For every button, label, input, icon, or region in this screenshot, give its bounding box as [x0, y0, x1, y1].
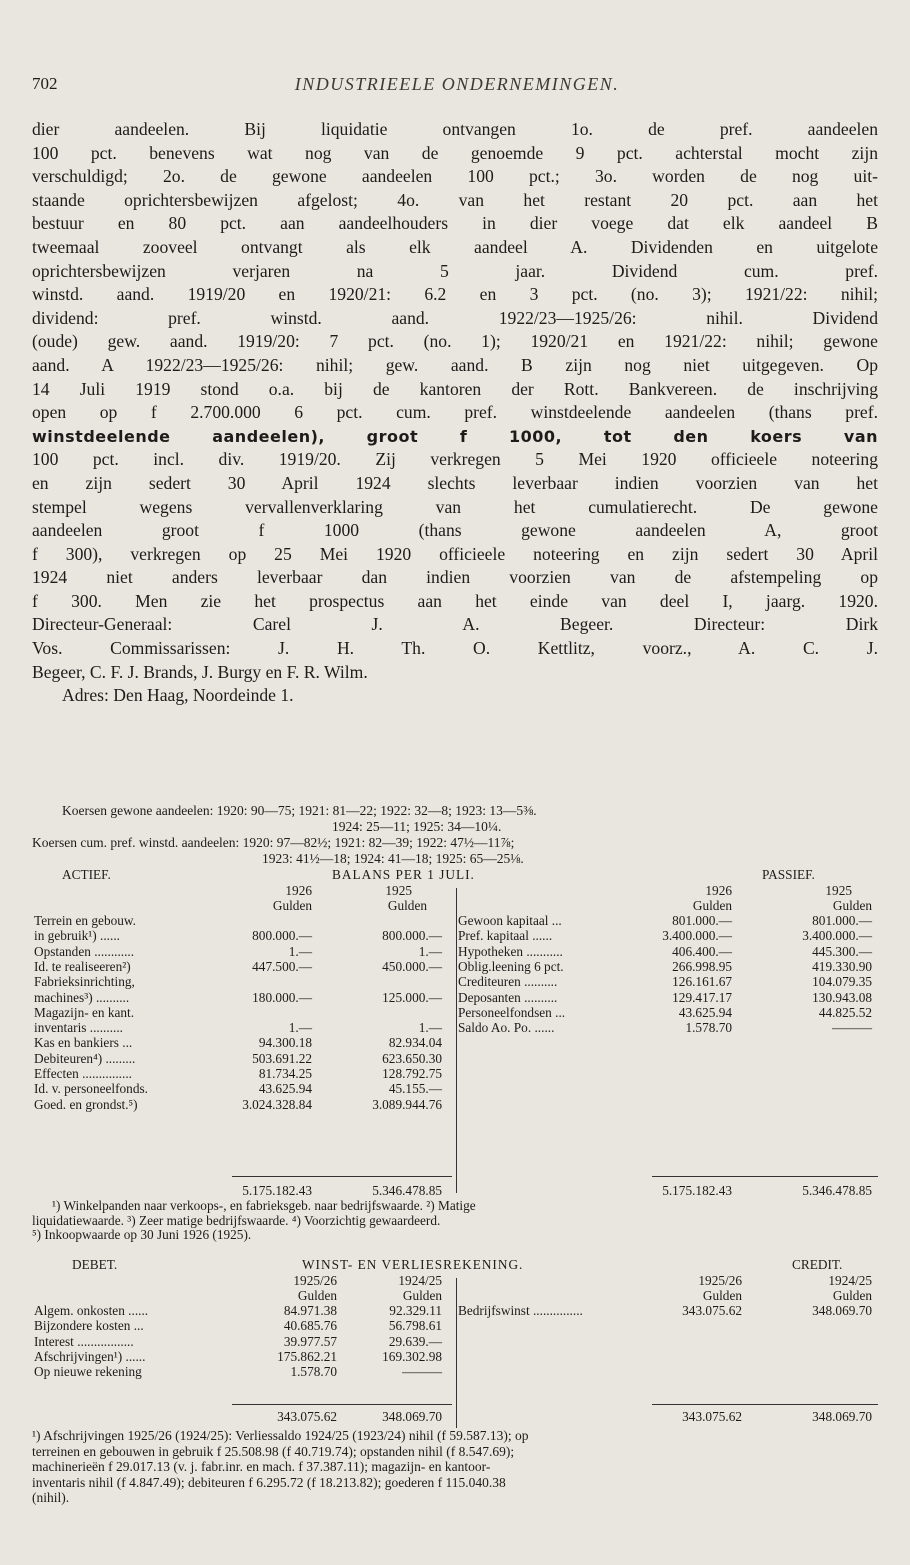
row-value-previous: 130.943.08: [812, 989, 872, 1005]
koersen-line: 1923: 41½—18; 1924: 41—18; 1925: 65—25⅛.: [262, 851, 524, 866]
table-row: [456, 945, 878, 960]
running-title: INDUSTRIEELE ONDERNEMINGEN.: [294, 74, 620, 94]
row-label: Interest .................: [34, 1333, 134, 1349]
row-label: Oblig.leening 6 pct.: [458, 958, 564, 974]
row-label: Op nieuwe rekening: [34, 1364, 142, 1380]
table-row: [32, 1006, 452, 1021]
row-value-current: 801.000.—: [672, 913, 732, 928]
page-header: [32, 74, 882, 100]
row-label: Terrein en gebouw.: [34, 913, 136, 928]
table-row: [32, 1350, 452, 1365]
footnote-line: inventaris nihil (f 4.847.49); debiteuren f 6.295.72 (f 18.213.82); goederen f 115.040.38: [32, 1474, 506, 1490]
row-label: Pref. kapitaal ......: [458, 928, 553, 944]
table-row: [32, 975, 452, 990]
row-value-previous: 801.000.—: [812, 913, 872, 928]
body-text: [32, 118, 878, 708]
row-value-previous: 128.792.75: [382, 1066, 442, 1081]
row-value-current: 175.862.21: [277, 1348, 337, 1364]
row-label: in gebruik¹) ......: [34, 928, 120, 944]
koersen-block: [32, 803, 878, 867]
row-label: Hypotheken ...........: [458, 943, 563, 959]
year-1926: 1926: [705, 883, 732, 898]
table-row: [32, 1304, 452, 1319]
table-row: [32, 960, 452, 975]
text-line: f 300. Men zie het prospectus aan het einde van deel I, jaarg. 1920.: [32, 590, 878, 611]
text-line: (oude) gew. aand. 1919/20: 7 pct. (no. 1); 1920/21 en 1921/22: nihil; gewone: [32, 331, 878, 352]
table-row: [456, 914, 878, 929]
row-value-current: 129.417.17: [672, 989, 732, 1005]
row-value-previous: 169.302.98: [382, 1348, 442, 1364]
row-value-current: 43.625.94: [678, 1004, 732, 1020]
winst-totals: [32, 1410, 878, 1426]
row-value-previous: 44.825.52: [818, 1004, 872, 1020]
winst-title: WINST- EN VERLIESREKENING.: [302, 1257, 524, 1272]
row-value-current: 84.971.38: [283, 1303, 337, 1318]
row-value-previous: 82.934.04: [388, 1035, 442, 1051]
text-line: aand. A 1922/23—1925/26: nihil; gew. aand. B zijn nog niet uitgegeven. Op: [32, 354, 878, 375]
row-value-previous: 104.079.35: [812, 974, 872, 990]
text-line: aandeelen groot f 1000 (thans gewone aandeelen A, groot: [32, 520, 878, 541]
actief-total-1925: 5.346.478.85: [372, 1183, 442, 1198]
row-value-previous: 3.089.944.76: [372, 1096, 442, 1112]
row-value-current: 343.075.62: [682, 1303, 742, 1318]
text-line: 100 pct. incl. div. 1919/20. Zij verkregen 5 Mei 1920 officieele noteering: [32, 449, 878, 470]
row-value-current: 180.000.—: [252, 989, 312, 1005]
row-value-current: 40.685.76: [283, 1318, 337, 1334]
unit-label: Gulden: [832, 898, 872, 913]
row-label: Algem. onkosten ......: [34, 1303, 149, 1318]
text-line: Vos. Commissarissen: J. H. Th. O. Kettlitz, voorz., A. C. J.: [32, 638, 878, 659]
row-value-previous: 1.—: [418, 1020, 442, 1036]
row-value-previous: ———: [832, 1020, 872, 1036]
row-value-current: 94.300.18: [258, 1035, 312, 1051]
row-label: Gewoon kapitaal ...: [458, 913, 562, 928]
text-line: f 300), verkregen op 25 Mei 1920 officieele noteering en zijn sedert 30 April: [32, 543, 878, 564]
row-value-previous: 800.000.—: [382, 928, 442, 944]
row-label: Opstanden ............: [34, 943, 135, 959]
row-label: machines³) ..........: [34, 989, 130, 1005]
row-value-previous: 348.069.70: [812, 1303, 872, 1318]
text-line: winstd. aand. 1919/20 en 1920/21: 6.2 en 3 pct. (no. 3); 1921/22: nihil;: [32, 284, 878, 305]
row-label: Crediteuren ..........: [458, 974, 558, 990]
row-value-previous: 450.000.—: [382, 958, 442, 974]
address-line: Adres: Den Haag, Noordeinde 1.: [62, 685, 294, 706]
table-row: [456, 960, 878, 975]
footnote-line: terreinen en gebouwen in gebruik f 25.508.98 (f 40.719.74); opstanden nihil (f 8.547.69);: [32, 1443, 515, 1459]
unit-label: Gulden: [702, 1288, 742, 1303]
debet-total-1: 343.075.62: [277, 1409, 337, 1424]
table-row: [32, 914, 452, 929]
text-line: Directeur-Generaal: Carel J. A. Begeer. Directeur: Dirk: [32, 614, 878, 635]
table-row: [32, 929, 452, 944]
row-value-current: 1.—: [288, 1020, 312, 1036]
page-number: 702: [32, 74, 58, 93]
balans-table: [32, 868, 878, 1268]
table-row: [32, 1319, 452, 1334]
table-row: [456, 1006, 878, 1021]
row-value-current: 1.578.70: [290, 1364, 337, 1380]
row-value-current: 406.400.—: [672, 943, 732, 959]
table-row: [32, 1082, 452, 1097]
text-line: stempel wegens vervallenverklaring van het cumulatierecht. De gewone: [32, 496, 878, 517]
table-row: [32, 1335, 452, 1350]
row-value-previous: 125.000.—: [382, 989, 442, 1005]
row-value-current: 126.161.67: [672, 974, 732, 990]
text-line: dividend: pref. winstd. aand. 1922/23—1925/26: nihil. Dividend: [32, 307, 878, 328]
row-label: Afschrijvingen¹) ......: [34, 1348, 146, 1364]
footnote-line: machinerieën f 29.017.13 (v. j. fabr.inr. en mach. f 37.387.11); magazijn- en kantoor-: [32, 1459, 491, 1474]
row-value-current: 447.500.—: [252, 958, 312, 974]
year-1925: 1925: [825, 883, 852, 898]
text-line: dier aandeelen. Bij liquidatie ontvangen 1o. de pref. aandeelen: [32, 119, 878, 139]
text-line: en zijn sedert 30 April 1924 slechts leverbaar indien voorzien van het: [32, 472, 878, 493]
table-row: [456, 1021, 878, 1036]
text-line: bestuur en 80 pct. aan aandeelhouders in dier voege dat elk aandeel B: [32, 213, 878, 234]
balans-title: BALANS PER 1 JULI.: [332, 867, 475, 882]
table-row: [32, 1067, 452, 1082]
table-row: [32, 1036, 452, 1051]
text-line: tweemaal zooveel ontvangt als elk aandeel A. Dividenden en uitgelote: [32, 236, 878, 257]
row-value-previous: 3.400.000.—: [802, 928, 872, 944]
text-line: verschuldigd; 2o. de gewone aandeelen 100 pct.; 3o. worden de nog uit-: [32, 166, 878, 187]
row-label: Magazijn- en kant.: [34, 1004, 135, 1020]
unit-label: Gulden: [832, 1288, 872, 1303]
row-value-previous: ———: [402, 1364, 442, 1380]
koersen-line: 1924: 25—11; 1925: 34—10¼.: [332, 819, 502, 834]
row-value-current: 1.—: [288, 943, 312, 959]
row-label: Bedrijfswinst ...............: [458, 1303, 583, 1318]
text-line: oprichtersbewijzen verjaren na 5 jaar. Dividend cum. pref.: [32, 260, 878, 281]
row-label: Goed. en grondst.⁵): [34, 1096, 138, 1112]
text-line: staande oprichtersbewijzen afgelost; 4o. van het restant 20 pct. aan het: [32, 189, 878, 210]
text-line: 14 Juli 1919 stond o.a. bij de kantoren der Rott. Bankvereen. de inschrijving: [32, 378, 878, 399]
debet-total-2: 348.069.70: [382, 1409, 442, 1424]
row-value-current: 800.000.—: [252, 928, 312, 944]
row-value-previous: 56.798.61: [388, 1318, 442, 1334]
actief-label: ACTIEF.: [62, 867, 111, 882]
unit-label: Gulden: [297, 1288, 337, 1303]
year-1925-26: 1925/26: [698, 1273, 742, 1288]
row-value-current: 43.625.94: [258, 1081, 312, 1097]
table-row: [32, 1098, 452, 1113]
text-line: winstdeelende aandeelen), groot f 1000, tot den koers van: [32, 426, 878, 446]
note-line: ⁵) Inkoopwaarde op 30 Juni 1926 (1925).: [32, 1227, 252, 1242]
row-value-current: 39.977.57: [283, 1333, 337, 1349]
year-1925-26: 1925/26: [293, 1273, 337, 1288]
table-row: [32, 1052, 452, 1067]
row-value-previous: 1.—: [418, 943, 442, 959]
unit-label: Gulden: [272, 898, 312, 913]
row-value-previous: 623.650.30: [382, 1050, 442, 1066]
row-value-current: 1.578.70: [685, 1020, 732, 1036]
year-1925: 1925: [385, 883, 412, 898]
koersen-line: Koersen gewone aandeelen: 1920: 90—75; 1921: 81—22; 1922: 32—8; 1923: 13—5⅜.: [62, 803, 537, 818]
footnote-line: (nihil).: [32, 1490, 70, 1505]
table-row: [456, 975, 878, 990]
passief-total-1926: 5.175.182.43: [662, 1183, 732, 1198]
koersen-line: Koersen cum. pref. winstd. aandeelen: 1920: 97—82½; 1921: 82—39; 1922: 47½—11⅞;: [32, 835, 515, 850]
table-row: [456, 929, 878, 944]
table-row: [32, 991, 452, 1006]
row-value-current: 81.734.25: [258, 1066, 312, 1081]
row-value-current: 3.024.328.84: [242, 1096, 312, 1112]
footnote: [32, 1428, 878, 1506]
year-1924-25: 1924/25: [398, 1273, 442, 1288]
credit-label: CREDIT.: [792, 1257, 843, 1272]
row-label: Fabrieksinrichting,: [34, 974, 135, 990]
passief-label: PASSIEF.: [762, 867, 815, 882]
row-value-previous: 92.329.11: [389, 1303, 442, 1318]
note-line: liquidatiewaarde. ³) Zeer matige bedrijfswaarde. ⁴) Voorzichtig gewaardeerd.: [32, 1212, 441, 1228]
table-row: [32, 1365, 452, 1380]
actief-total-1926: 5.175.182.43: [242, 1183, 312, 1198]
row-label: Bijzondere kosten ...: [34, 1318, 144, 1334]
row-label: Deposanten ..........: [458, 989, 558, 1005]
credit-total-1: 343.075.62: [682, 1409, 742, 1424]
row-value-previous: 419.330.90: [812, 958, 872, 974]
row-label: Kas en bankiers ...: [34, 1035, 133, 1051]
balans-notes: [32, 1199, 878, 1243]
row-label: Id. te realiseeren²): [34, 958, 131, 974]
passief-total-1925: 5.346.478.85: [802, 1183, 872, 1198]
winst-verlies-table: [32, 1258, 878, 1428]
credit-total-2: 348.069.70: [812, 1409, 872, 1424]
row-label: Saldo Ao. Po. ......: [458, 1020, 555, 1036]
row-value-current: 266.998.95: [672, 958, 732, 974]
table-row: [456, 1304, 878, 1319]
row-value-previous: 445.300.—: [812, 943, 872, 959]
text-line: 100 pct. benevens wat nog van de genoemde 9 pct. achterstal mocht zijn: [32, 142, 878, 163]
table-row: [32, 1021, 452, 1036]
row-value-current: 3.400.000.—: [662, 928, 732, 944]
row-label: Id. v. personeelfonds.: [34, 1081, 148, 1097]
row-value-previous: 29.639.—: [388, 1333, 442, 1349]
text-line: open op f 2.700.000 6 pct. cum. pref. winstdeelende aandeelen (thans pref.: [32, 402, 878, 423]
unit-label: Gulden: [692, 898, 732, 913]
debet-label: DEBET.: [72, 1257, 118, 1272]
year-1924-25: 1924/25: [828, 1273, 872, 1288]
row-value-previous: 45.155.—: [388, 1081, 442, 1097]
row-label: inventaris ..........: [34, 1020, 124, 1036]
table-row: [32, 945, 452, 960]
footnote-line: ¹) Afschrijvingen 1925/26 (1924/25): Verliessaldo 1924/25 (1923/24) nihil (f 59.587.13); op: [32, 1428, 529, 1443]
unit-label: Gulden: [387, 898, 427, 913]
row-label: Personeelfondsen ...: [458, 1004, 566, 1020]
row-label: Debiteuren⁴) .........: [34, 1050, 136, 1066]
note-line: ¹) Winkelpanden naar verkoops-, en fabrieksgeb. naar bedrijfswaarde. ²) Matige: [52, 1198, 476, 1213]
row-value-current: 503.691.22: [252, 1050, 312, 1066]
text-line: Begeer, C. F. J. Brands, J. Burgy en F. R. Wilm.: [32, 661, 368, 682]
unit-label: Gulden: [402, 1288, 442, 1303]
row-label: Effecten ...............: [34, 1066, 132, 1081]
year-1926: 1926: [285, 883, 312, 898]
table-row: [456, 991, 878, 1006]
text-line: 1924 niet anders leverbaar dan indien voorzien van de afstempeling op: [32, 567, 878, 588]
